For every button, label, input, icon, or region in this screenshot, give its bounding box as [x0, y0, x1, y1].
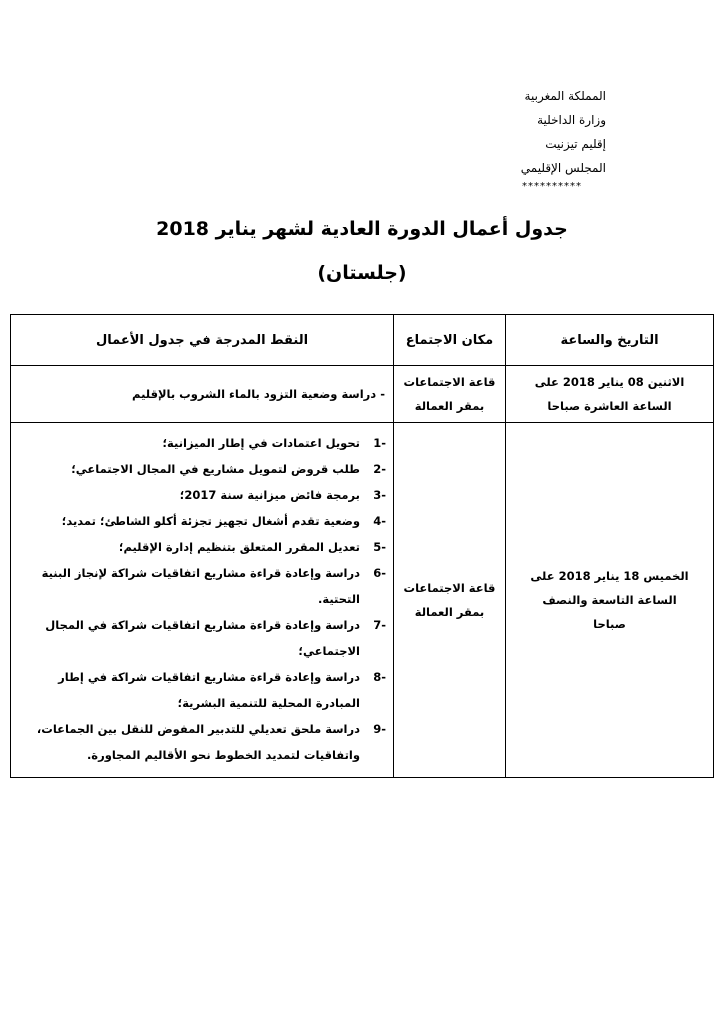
place-line: بمقر العمالة: [414, 605, 485, 619]
list-item: [20, 664, 386, 716]
agenda-list: [12, 424, 392, 776]
place-line: قاعة الاجتماعات: [403, 375, 496, 389]
list-item: [20, 534, 386, 560]
item-text: طلب قروض لتمويل مشاريع في المجال الاجتماعي؛: [71, 462, 360, 476]
session-time-line: صباحا: [593, 617, 626, 631]
list-item: [20, 456, 386, 482]
list-item: [20, 612, 386, 664]
item-text: وضعية تقدم أشغال تجهيز تجزئة أكلو الشاطئ؛ تمديد؛: [61, 514, 360, 528]
session-time-line: الساعة العاشرة صباحا: [547, 399, 672, 413]
item-number: -7: [373, 618, 386, 632]
letterhead-ministry: وزارة الداخلية: [537, 113, 606, 127]
place-line: بمقر العمالة: [414, 399, 485, 413]
header-points: النقط المدرجة في جدول الأعمال: [11, 315, 394, 366]
item-text: دراسة وإعادة قراءة مشاريع اتفاقيات شراكة في إطار المبادرة المحلية للتنمية البشرية؛: [58, 670, 360, 710]
item-text: برمجة فائض ميزانية سنة 2017؛: [179, 488, 360, 502]
list-item: [20, 508, 386, 534]
session-place-cell: [394, 366, 506, 423]
table-row: [11, 366, 714, 423]
item-number: -9: [373, 722, 386, 736]
list-item: [20, 430, 386, 456]
item-number: -6: [373, 566, 386, 580]
list-item: [20, 716, 386, 768]
item-number: -2: [373, 462, 386, 476]
session-date-cell: [506, 423, 714, 778]
item-text: دراسة وإعادة قراءة مشاريع اتفاقيات شراكة في المجال الاجتماعي؛: [45, 618, 360, 658]
list-item: [20, 560, 386, 612]
letterhead: [366, 84, 606, 194]
session-date-line: الخميس 18 يناير 2018 على: [530, 569, 689, 583]
session-time-line: الساعة التاسعة والنصف: [542, 593, 677, 607]
item-number: -3: [373, 488, 386, 502]
item-number: -8: [373, 670, 386, 684]
header-date: التاريخ والساعة: [506, 315, 714, 366]
letterhead-separator: **********: [522, 181, 582, 192]
header-place: مكان الاجتماع: [394, 315, 506, 366]
session-place-cell: [394, 423, 506, 778]
place-line: قاعة الاجتماعات: [403, 581, 496, 595]
agenda-table: [10, 314, 714, 778]
letterhead-kingdom: المملكة المغربية: [524, 89, 606, 103]
letterhead-council: المجلس الإقليمي: [520, 161, 606, 175]
document-title: جدول أعمال الدورة العادية لشهر يناير 2018: [156, 218, 568, 240]
item-text: تحويل اعتمادات في إطار الميزانية؛: [162, 436, 360, 450]
item-number: -1: [373, 436, 386, 450]
table-row: [11, 423, 714, 778]
item-text: دراسة ملحق تعديلي للتدبير المفوض للنقل بين الجماعات، واتفاقيات لتمديد الخطوط نحو الأقاليم المجاورة.: [36, 722, 360, 762]
document-subtitle: (جلستان): [317, 262, 407, 284]
agenda-point: - دراسة وضعية التزود بالماء الشروب بالإقليم: [11, 366, 394, 423]
session-date-line: الاثنين 08 يناير 2018 على: [534, 375, 685, 389]
letterhead-province: إقليم تيزنيت: [545, 137, 606, 151]
agenda-items-cell: [11, 423, 394, 778]
session-date-cell: [506, 366, 714, 423]
item-number: -5: [373, 540, 386, 554]
list-item: [20, 482, 386, 508]
item-text: دراسة وإعادة قراءة مشاريع اتفاقيات شراكة لإنجاز البنية التحتية.: [41, 566, 360, 606]
item-number: -4: [373, 514, 386, 528]
table-header-row: [11, 315, 714, 366]
item-text: تعديل المقرر المتعلق بتنظيم إدارة الإقليم؛: [118, 540, 360, 554]
